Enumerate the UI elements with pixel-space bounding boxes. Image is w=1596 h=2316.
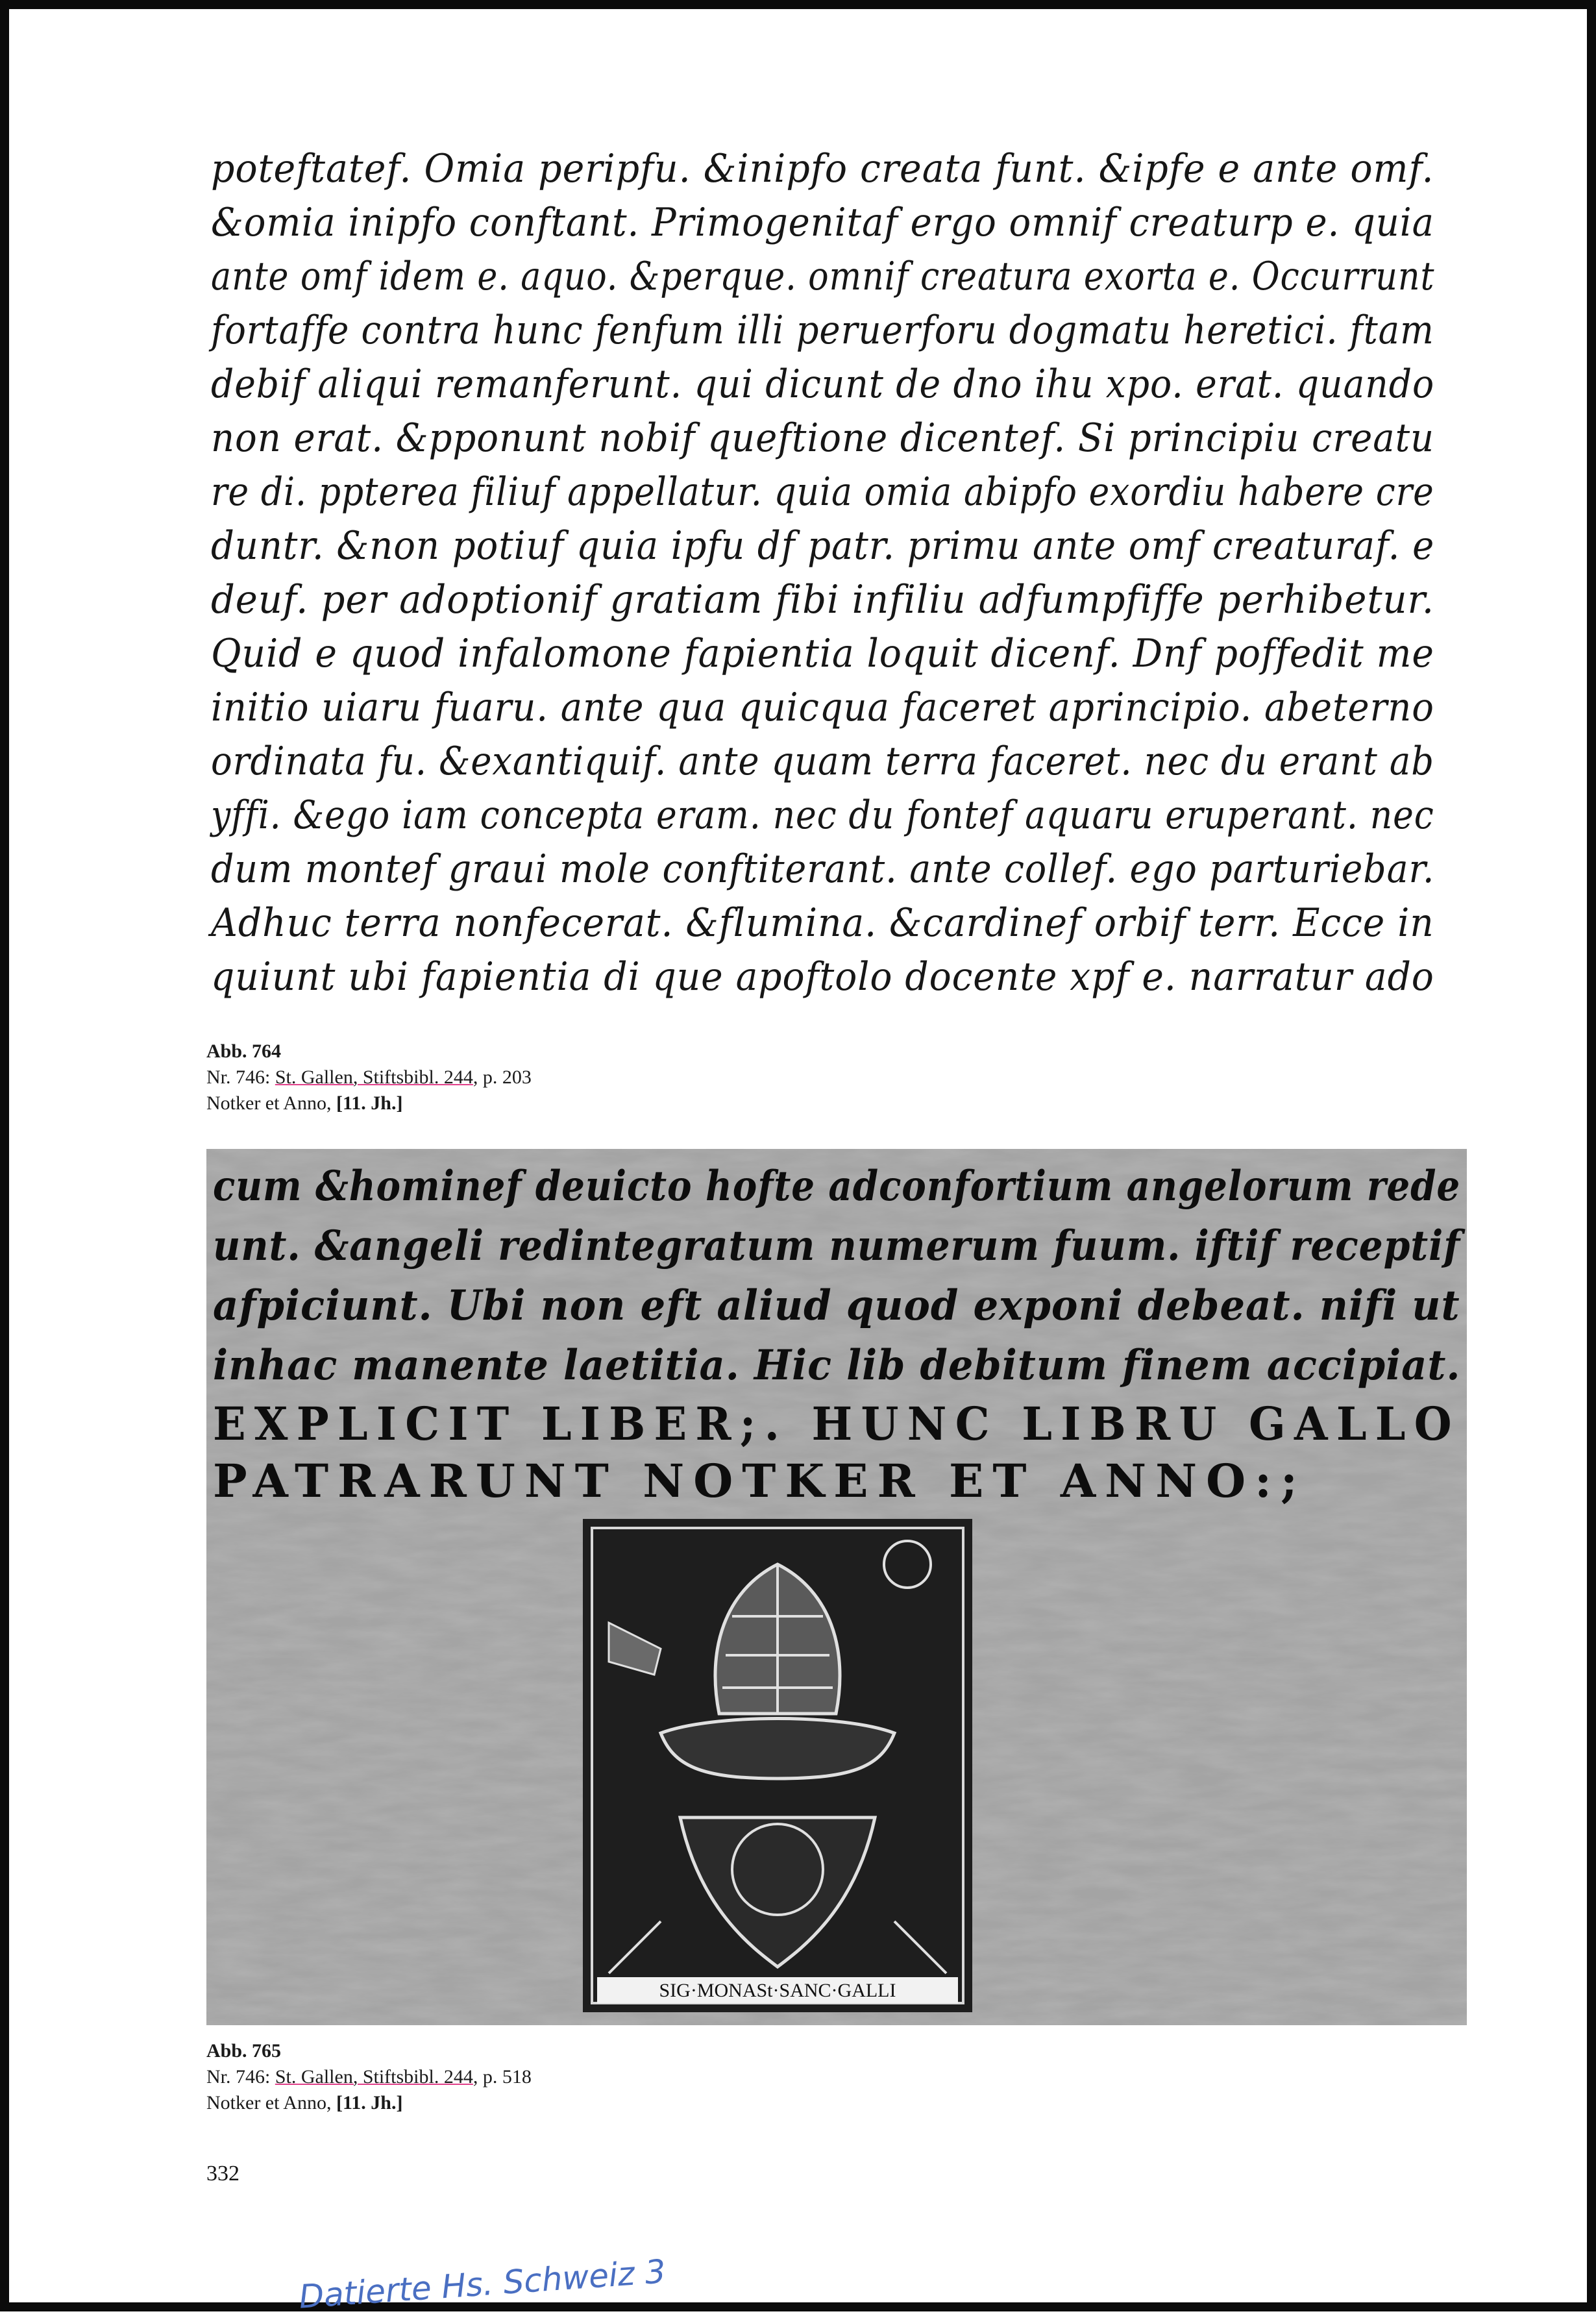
figure-label: Abb. 764 (206, 1041, 282, 1062)
manuscript-line: &omia inipfo conftant. Primogenitaf ergo omnif creaturp e. quia (211, 200, 1434, 245)
manuscript-line: unt. &angeli redintegratum numerum fuum. iftif receptif (213, 1222, 1461, 1270)
caption-abb-764 (206, 1039, 532, 1116)
catalog-number: Nr. 746: (206, 2066, 275, 2088)
monastery-seal-image (583, 1519, 972, 2012)
seal-legend: SIG·MONASt·SANC·GALLI (659, 1980, 896, 2001)
manuscript-line: initio uiaru fuaru. ante qua quicqua faceret aprincipio. abeterno (211, 685, 1434, 730)
manuscript-image-abb-764 (204, 133, 1441, 1029)
manuscript-line: Adhuc terra nonfecerat. &flumina. &cardinef orbif terr. Ecce in (211, 900, 1434, 946)
shelfmark: St. Gallen, Stiftsbibl. 244 (275, 1066, 473, 1088)
author: Notker et Anno, (206, 2092, 336, 2113)
author: Notker et Anno, (206, 1092, 336, 1114)
catalog-number: Nr. 746: (206, 1066, 275, 1088)
colophon-line: EXPLICIT LIBER;. HUNC LIBRU GALLO (213, 1397, 1460, 1451)
manuscript-line: inhac manente laetitia. Hic lib debitum finem accipiat. (213, 1341, 1461, 1390)
manuscript-line: Quid e quod infalomone fapientia loquit dicenf. Dnf poffedit me (211, 631, 1434, 676)
century: [11. Jh.] (336, 2092, 403, 2113)
manuscript-line: yffi. &ego iam concepta eram. nec du fontef aquaru eruperant. nec (211, 793, 1434, 838)
manuscript-image-abb-765 (206, 1149, 1467, 2025)
page-reference: , p. 518 (473, 2066, 532, 2088)
caption-author-line (206, 2090, 532, 2116)
manuscript-line: duntr. &non potiuf quia ipfu df patr. primu ante omf creaturaf. e (211, 523, 1435, 569)
manuscript-line: poteftatef. Omia peripfu. &inipfo creata funt. &ipfe e ante omf. (211, 146, 1434, 191)
manuscript-line: ante omf idem e. aquo. &perque. omnif creatura exorta e. Occurrunt (211, 254, 1435, 299)
manuscript-line: quiunt ubi fapientia di que apoftolo docente xpf e. narratur ado (211, 954, 1434, 1000)
caption-abb-765 (206, 2038, 532, 2116)
handwritten-note: Datierte Hs. Schweiz 3 (297, 2252, 667, 2316)
manuscript-line: dum montef graui mole conftiterant. ante collef. ego parturiebar. (211, 846, 1435, 892)
manuscript-line: debif aliqui remanferunt. qui dicunt de dno ihu xpo. erat. quando (211, 362, 1435, 407)
manuscript-line: cum &hominef deuicto hofte adconfortium angelorum rede (213, 1162, 1461, 1211)
page-number: 332 (206, 2162, 239, 2186)
manuscript-line: afpiciunt. Ubi non eft aliud quod exponi debeat. nifi ut (213, 1281, 1460, 1330)
page-reference: , p. 203 (473, 1066, 532, 1088)
shelfmark: St. Gallen, Stiftsbibl. 244 (275, 2066, 473, 2088)
colophon-line: PATRARUNT NOTKER ET ANNO:; (213, 1454, 1307, 1508)
manuscript-line: fortaffe contra hunc fenfum illi peruerforu dogmatu heretici. ftam (211, 308, 1434, 353)
manuscript-line: ordinata fu. &exantiquif. ante quam terra faceret. nec du erant ab (211, 739, 1434, 784)
caption-reference-line (206, 2064, 532, 2090)
caption-reference-line (206, 1065, 532, 1090)
century: [11. Jh.] (336, 1092, 403, 1114)
caption-author-line (206, 1090, 532, 1116)
manuscript-line: deuf. per adoptionif gratiam fibi infiliu adfumpfiffe perhibetur. (211, 577, 1434, 622)
manuscript-line: non erat. &pponunt nobif queftione dicentef. Si principiu creatu (211, 415, 1435, 461)
manuscript-line: re di. ppterea filiuf appellatur. quia omia abipfo exordiu habere cre (211, 469, 1434, 515)
figure-label: Abb. 765 (206, 2040, 282, 2062)
